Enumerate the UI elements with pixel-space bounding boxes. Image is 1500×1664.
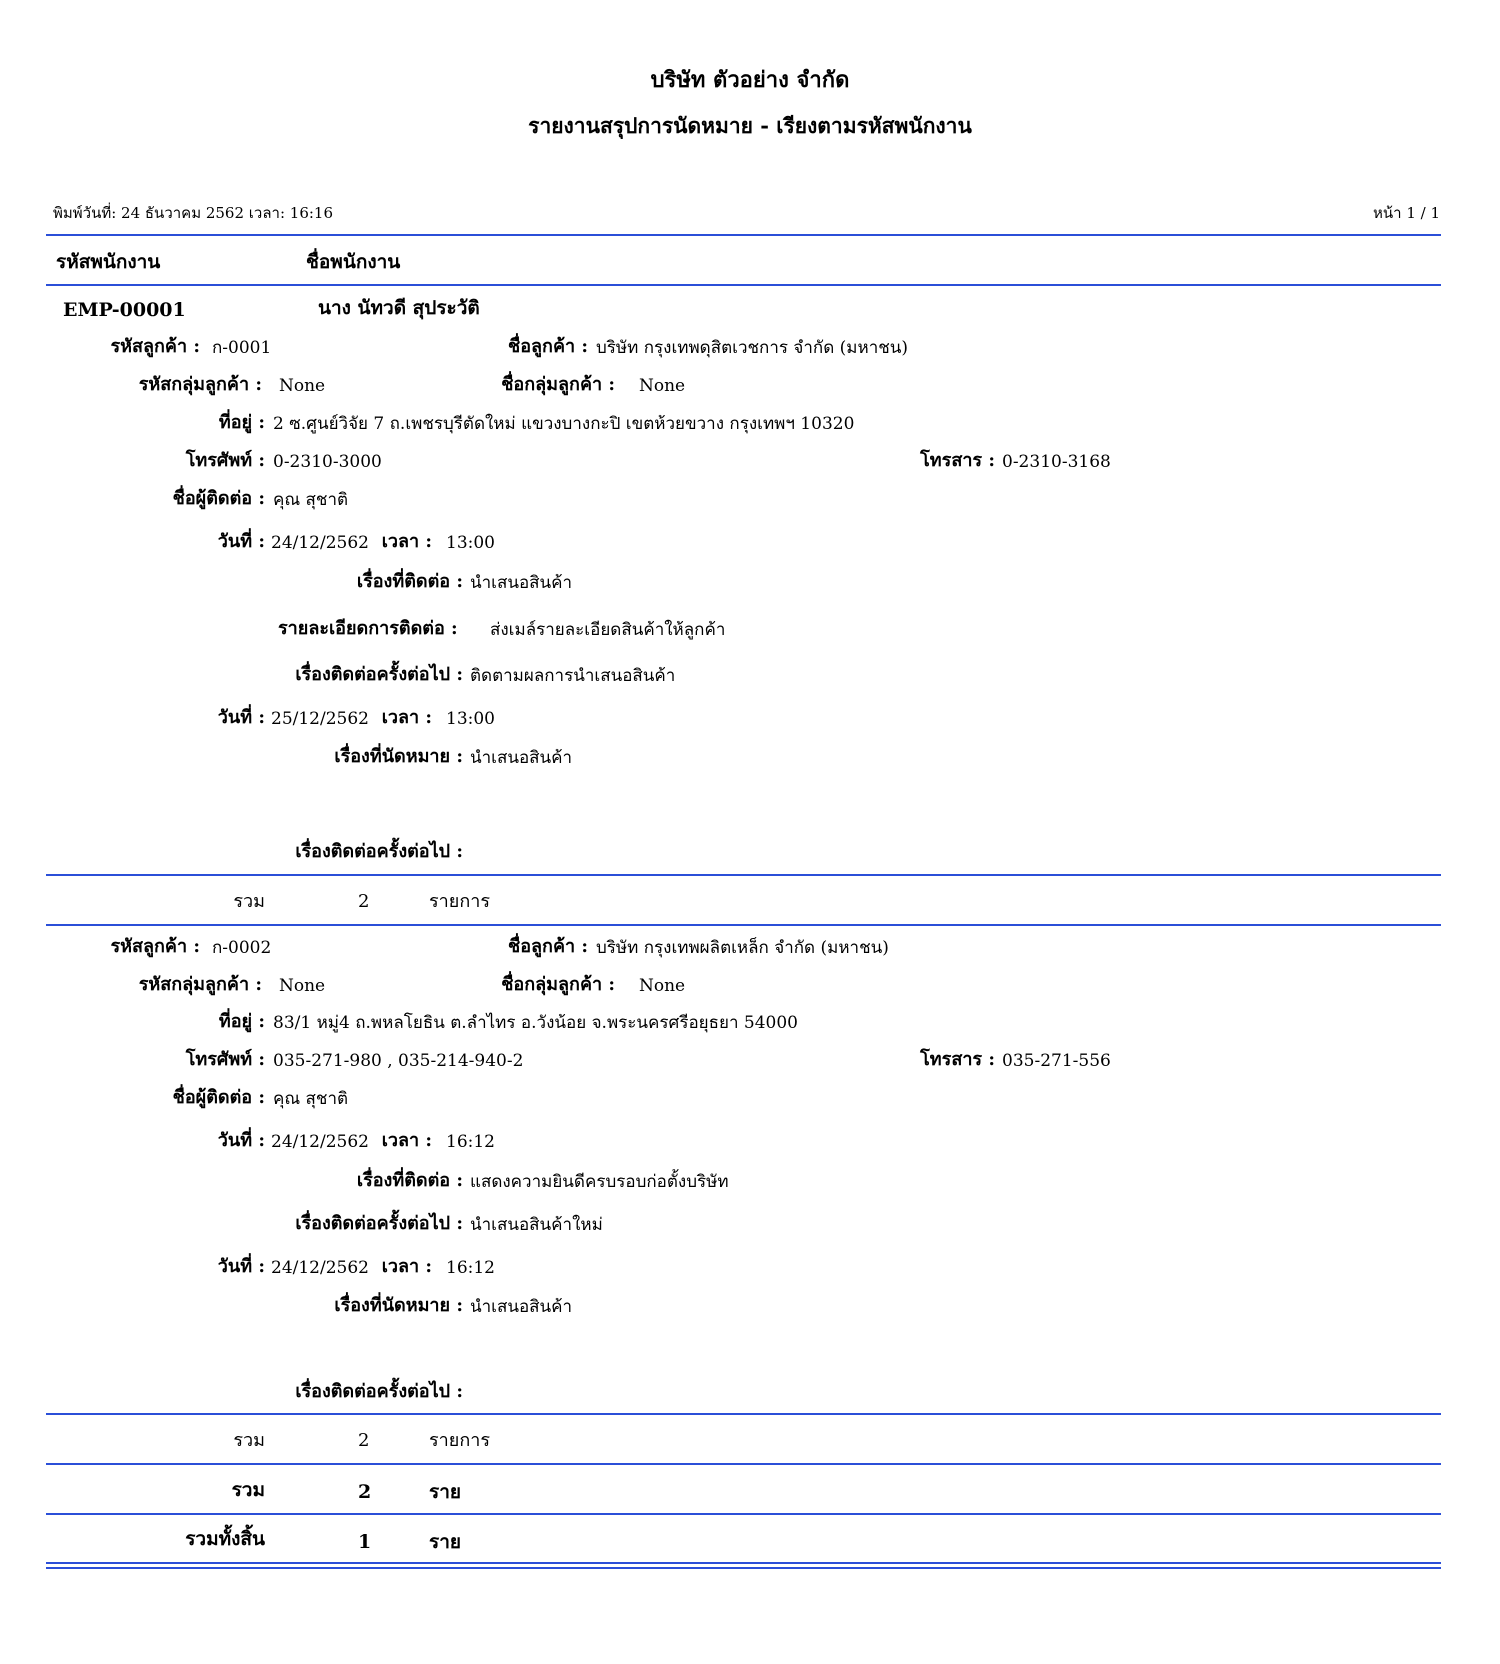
- phone-label: โทรศัพท์ :: [185, 450, 265, 471]
- appointment-date: 24/12/2562: [271, 1258, 369, 1278]
- contact-detail: ส่งเมล์รายละเอียดสินค้าให้ลูกค้า: [490, 620, 726, 640]
- appointment-time-label: เวลา :: [381, 1256, 432, 1277]
- customer-code-label: รหัสลูกค้า :: [110, 936, 200, 957]
- divider: [46, 1513, 1441, 1515]
- group-code: None: [279, 376, 326, 396]
- address: 83/1 หมู่4 ถ.พหลโยธิน ต.ลำไทร อ.วังน้อย จ.พระนครศรีอยุธยา 54000: [273, 1013, 798, 1033]
- contact-subject: แสดงความยินดีครบรอบก่อตั้งบริษัท: [470, 1172, 729, 1192]
- appointment-subject: นำเสนอสินค้า: [470, 748, 573, 768]
- double-divider-bottom: [46, 1567, 1441, 1569]
- customer-name: บริษัท กรุงเทพผลิตเหล็ก จำกัด (มหาชน): [596, 938, 889, 958]
- fax-label: โทรสาร :: [920, 450, 995, 471]
- subtotal-count: 2: [358, 1430, 370, 1451]
- customer-name-label: ชื่อลูกค้า :: [507, 336, 588, 357]
- customer-code-label: รหัสลูกค้า :: [110, 336, 200, 357]
- appointment-date: 25/12/2562: [271, 709, 369, 729]
- contact-time-label: เวลา :: [381, 1130, 432, 1151]
- group-name: None: [639, 976, 686, 996]
- appointment-subject-label: เรื่องที่นัดหมาย :: [334, 746, 463, 767]
- contact-time: 16:12: [446, 1132, 495, 1152]
- group-name-label: ชื่อกลุ่มลูกค้า :: [501, 974, 615, 995]
- contact-subject: นำเสนอสินค้า: [470, 573, 573, 593]
- appointment-next-label: เรื่องติดต่อครั้งต่อไป :: [295, 1381, 463, 1402]
- subtotal-label: รวม: [233, 891, 265, 912]
- fax-label: โทรสาร :: [920, 1049, 995, 1070]
- address: 2 ซ.ศูนย์วิจัย 7 ถ.เพชรบุรีตัดใหม่ แขวงบางกะปิ เขตห้วยขวาง กรุงเทพฯ 10320: [273, 414, 855, 434]
- next-contact-label: เรื่องติดต่อครั้งต่อไป :: [295, 664, 463, 685]
- contact-person: คุณ สุชาติ: [273, 1089, 349, 1109]
- customer-name-label: ชื่อลูกค้า :: [507, 936, 588, 957]
- header-emp-name: ชื่อพนักงาน: [306, 251, 401, 273]
- customer-name: บริษัท กรุงเทพดุสิตเวชการ จำกัด (มหาชน): [596, 338, 909, 358]
- appointment-date-label: วันที่ :: [217, 707, 265, 728]
- appointment-time: 13:00: [446, 709, 495, 729]
- address-label: ที่อยู่ :: [218, 1011, 265, 1032]
- appointment-time: 16:12: [446, 1258, 495, 1278]
- subtotal-unit: รายการ: [429, 891, 490, 912]
- customer-code: ก-0001: [212, 338, 272, 358]
- group-name: None: [639, 376, 686, 396]
- company-name: บริษัท ตัวอย่าง จำกัด: [650, 67, 850, 93]
- phone: 0-2310-3000: [273, 452, 382, 472]
- contact-person: คุณ สุชาติ: [273, 490, 349, 510]
- group-code-label: รหัสกลุ่มลูกค้า :: [138, 974, 262, 995]
- subtotal-count: 2: [358, 891, 370, 912]
- grand-total-label: รวมทั้งสิ้น: [185, 1528, 265, 1550]
- contact-time: 13:00: [446, 533, 495, 553]
- contact-date: 24/12/2562: [271, 533, 369, 553]
- fax: 035-271-556: [1002, 1051, 1111, 1071]
- divider: [46, 1463, 1441, 1465]
- group-code-label: รหัสกลุ่มลูกค้า :: [138, 374, 262, 395]
- group-code: None: [279, 976, 326, 996]
- contact-date-label: วันที่ :: [217, 1130, 265, 1151]
- fax: 0-2310-3168: [1002, 452, 1111, 472]
- employee-code: EMP-00001: [63, 299, 186, 321]
- divider: [46, 874, 1441, 876]
- employee-total-count: 2: [358, 1481, 372, 1503]
- divider: [46, 234, 1441, 236]
- grand-total-count: 1: [358, 1531, 372, 1553]
- contact-detail-label: รายละเอียดการติดต่อ :: [278, 618, 458, 639]
- subtotal-unit: รายการ: [429, 1430, 490, 1451]
- employee-total-unit: ราย: [429, 1481, 462, 1503]
- grand-total-unit: ราย: [429, 1531, 462, 1553]
- page-info: หน้า 1 / 1: [1372, 204, 1440, 222]
- phone-label: โทรศัพท์ :: [185, 1049, 265, 1070]
- contact-date: 24/12/2562: [271, 1132, 369, 1152]
- divider: [46, 924, 1441, 926]
- print-info: พิมพ์วันที่: 24 ธันวาคม 2562 เวลา: 16:16: [53, 204, 334, 222]
- double-divider-top: [46, 1562, 1441, 1564]
- next-contact-label: เรื่องติดต่อครั้งต่อไป :: [295, 1213, 463, 1234]
- appointment-time-label: เวลา :: [381, 707, 432, 728]
- subtotal-label: รวม: [233, 1430, 265, 1451]
- appointment-next-label: เรื่องติดต่อครั้งต่อไป :: [295, 841, 463, 862]
- group-name-label: ชื่อกลุ่มลูกค้า :: [501, 374, 615, 395]
- employee-total-label: รวม: [231, 1479, 265, 1501]
- divider: [46, 284, 1441, 286]
- employee-name: นาง นัทวดี สุประวัติ: [318, 297, 480, 319]
- customer-code: ก-0002: [212, 938, 272, 958]
- next-contact: นำเสนอสินค้าใหม่: [470, 1215, 603, 1235]
- appointment-date-label: วันที่ :: [217, 1256, 265, 1277]
- phone: 035-271-980 , 035-214-940-2: [273, 1051, 524, 1071]
- address-label: ที่อยู่ :: [218, 412, 265, 433]
- contact-person-label: ชื่อผู้ติดต่อ :: [172, 1087, 265, 1108]
- contact-person-label: ชื่อผู้ติดต่อ :: [172, 488, 265, 509]
- divider: [46, 1413, 1441, 1415]
- header-emp-code: รหัสพนักงาน: [56, 251, 161, 273]
- contact-time-label: เวลา :: [381, 531, 432, 552]
- report-title: รายงานสรุปการนัดหมาย - เรียงตามรหัสพนักงาน: [528, 113, 972, 138]
- appointment-subject: นำเสนอสินค้า: [470, 1297, 573, 1317]
- appointment-subject-label: เรื่องที่นัดหมาย :: [334, 1295, 463, 1316]
- contact-date-label: วันที่ :: [217, 531, 265, 552]
- next-contact: ติดตามผลการนำเสนอสินค้า: [470, 666, 676, 686]
- contact-subject-label: เรื่องที่ติดต่อ :: [356, 1170, 463, 1191]
- contact-subject-label: เรื่องที่ติดต่อ :: [356, 571, 463, 592]
